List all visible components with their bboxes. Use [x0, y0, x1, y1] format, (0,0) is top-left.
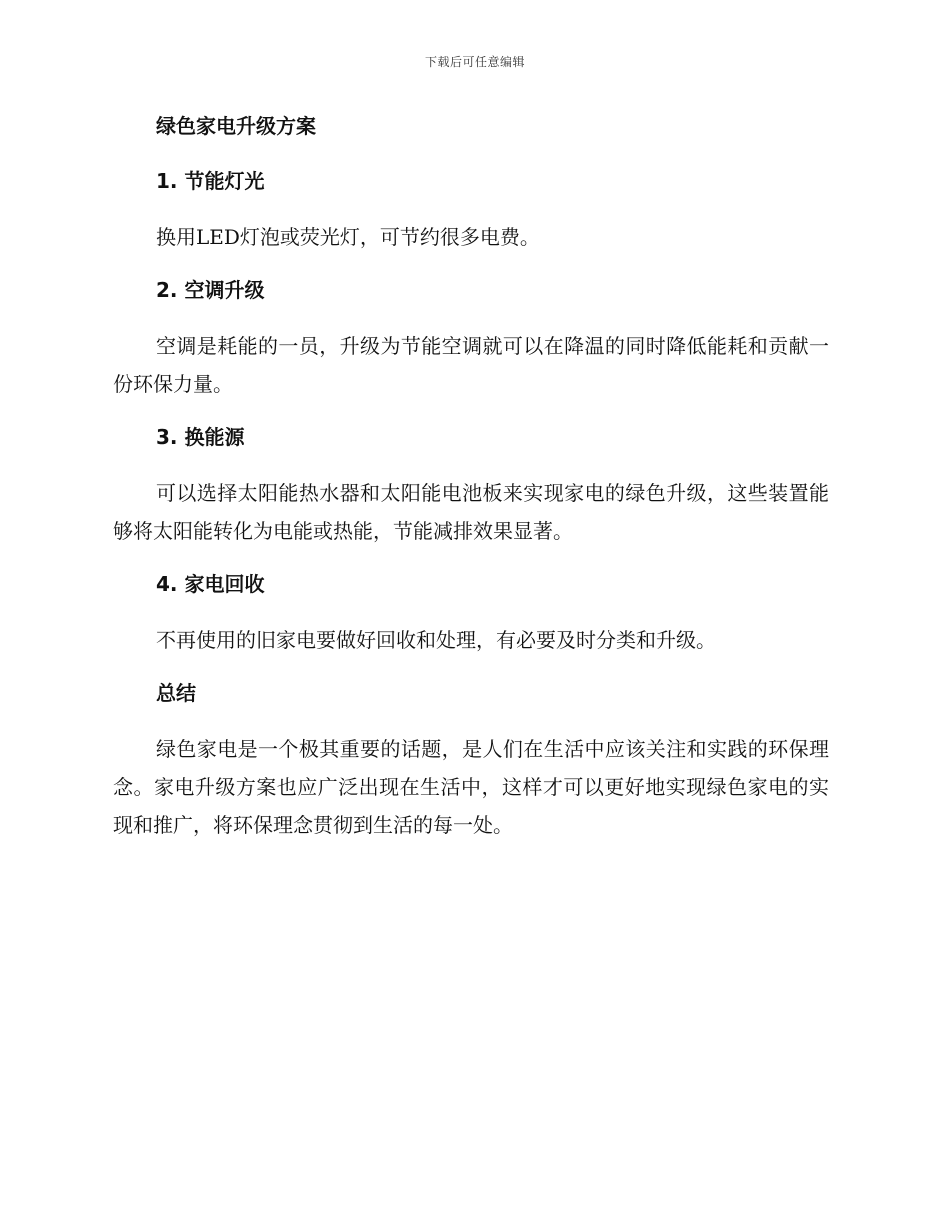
section-heading-energy: 3. 换能源	[156, 425, 245, 449]
section-body-summary: 绿色家电是一个极其重要的话题，是人们在生活中应该关注和实践的环保理念。家电升级方案也应广泛出现在生活中，这样才可以更好地实现绿色家电的实现和推广，将环保理念贯彻到生活的每一处。	[113, 737, 829, 837]
section-heading-summary: 总结	[156, 681, 196, 705]
section-body-recycling: 不再使用的旧家电要做好回收和处理，有必要及时分类和升级。	[156, 628, 716, 652]
document-content	[113, 108, 829, 860]
header-note: 下载后可任意编辑	[424, 55, 525, 69]
section-body-energy: 可以选择太阳能热水器和太阳能电池板来实现家电的绿色升级，这些装置能够将太阳能转化为电能或热能，节能减排效果显著。	[113, 481, 829, 543]
section-body-lighting: 换用LED灯泡或荧光灯，可节约很多电费。	[156, 225, 540, 249]
section-heading-lighting: 1. 节能灯光	[156, 169, 265, 193]
section-body-air-conditioner: 空调是耗能的一员，升级为节能空调就可以在降温的同时降低能耗和贡献一份环保力量。	[113, 334, 829, 396]
section-heading-recycling: 4. 家电回收	[156, 572, 265, 596]
section-heading-air-conditioner: 2. 空调升级	[156, 278, 265, 302]
document-title: 绿色家电升级方案	[156, 114, 316, 138]
